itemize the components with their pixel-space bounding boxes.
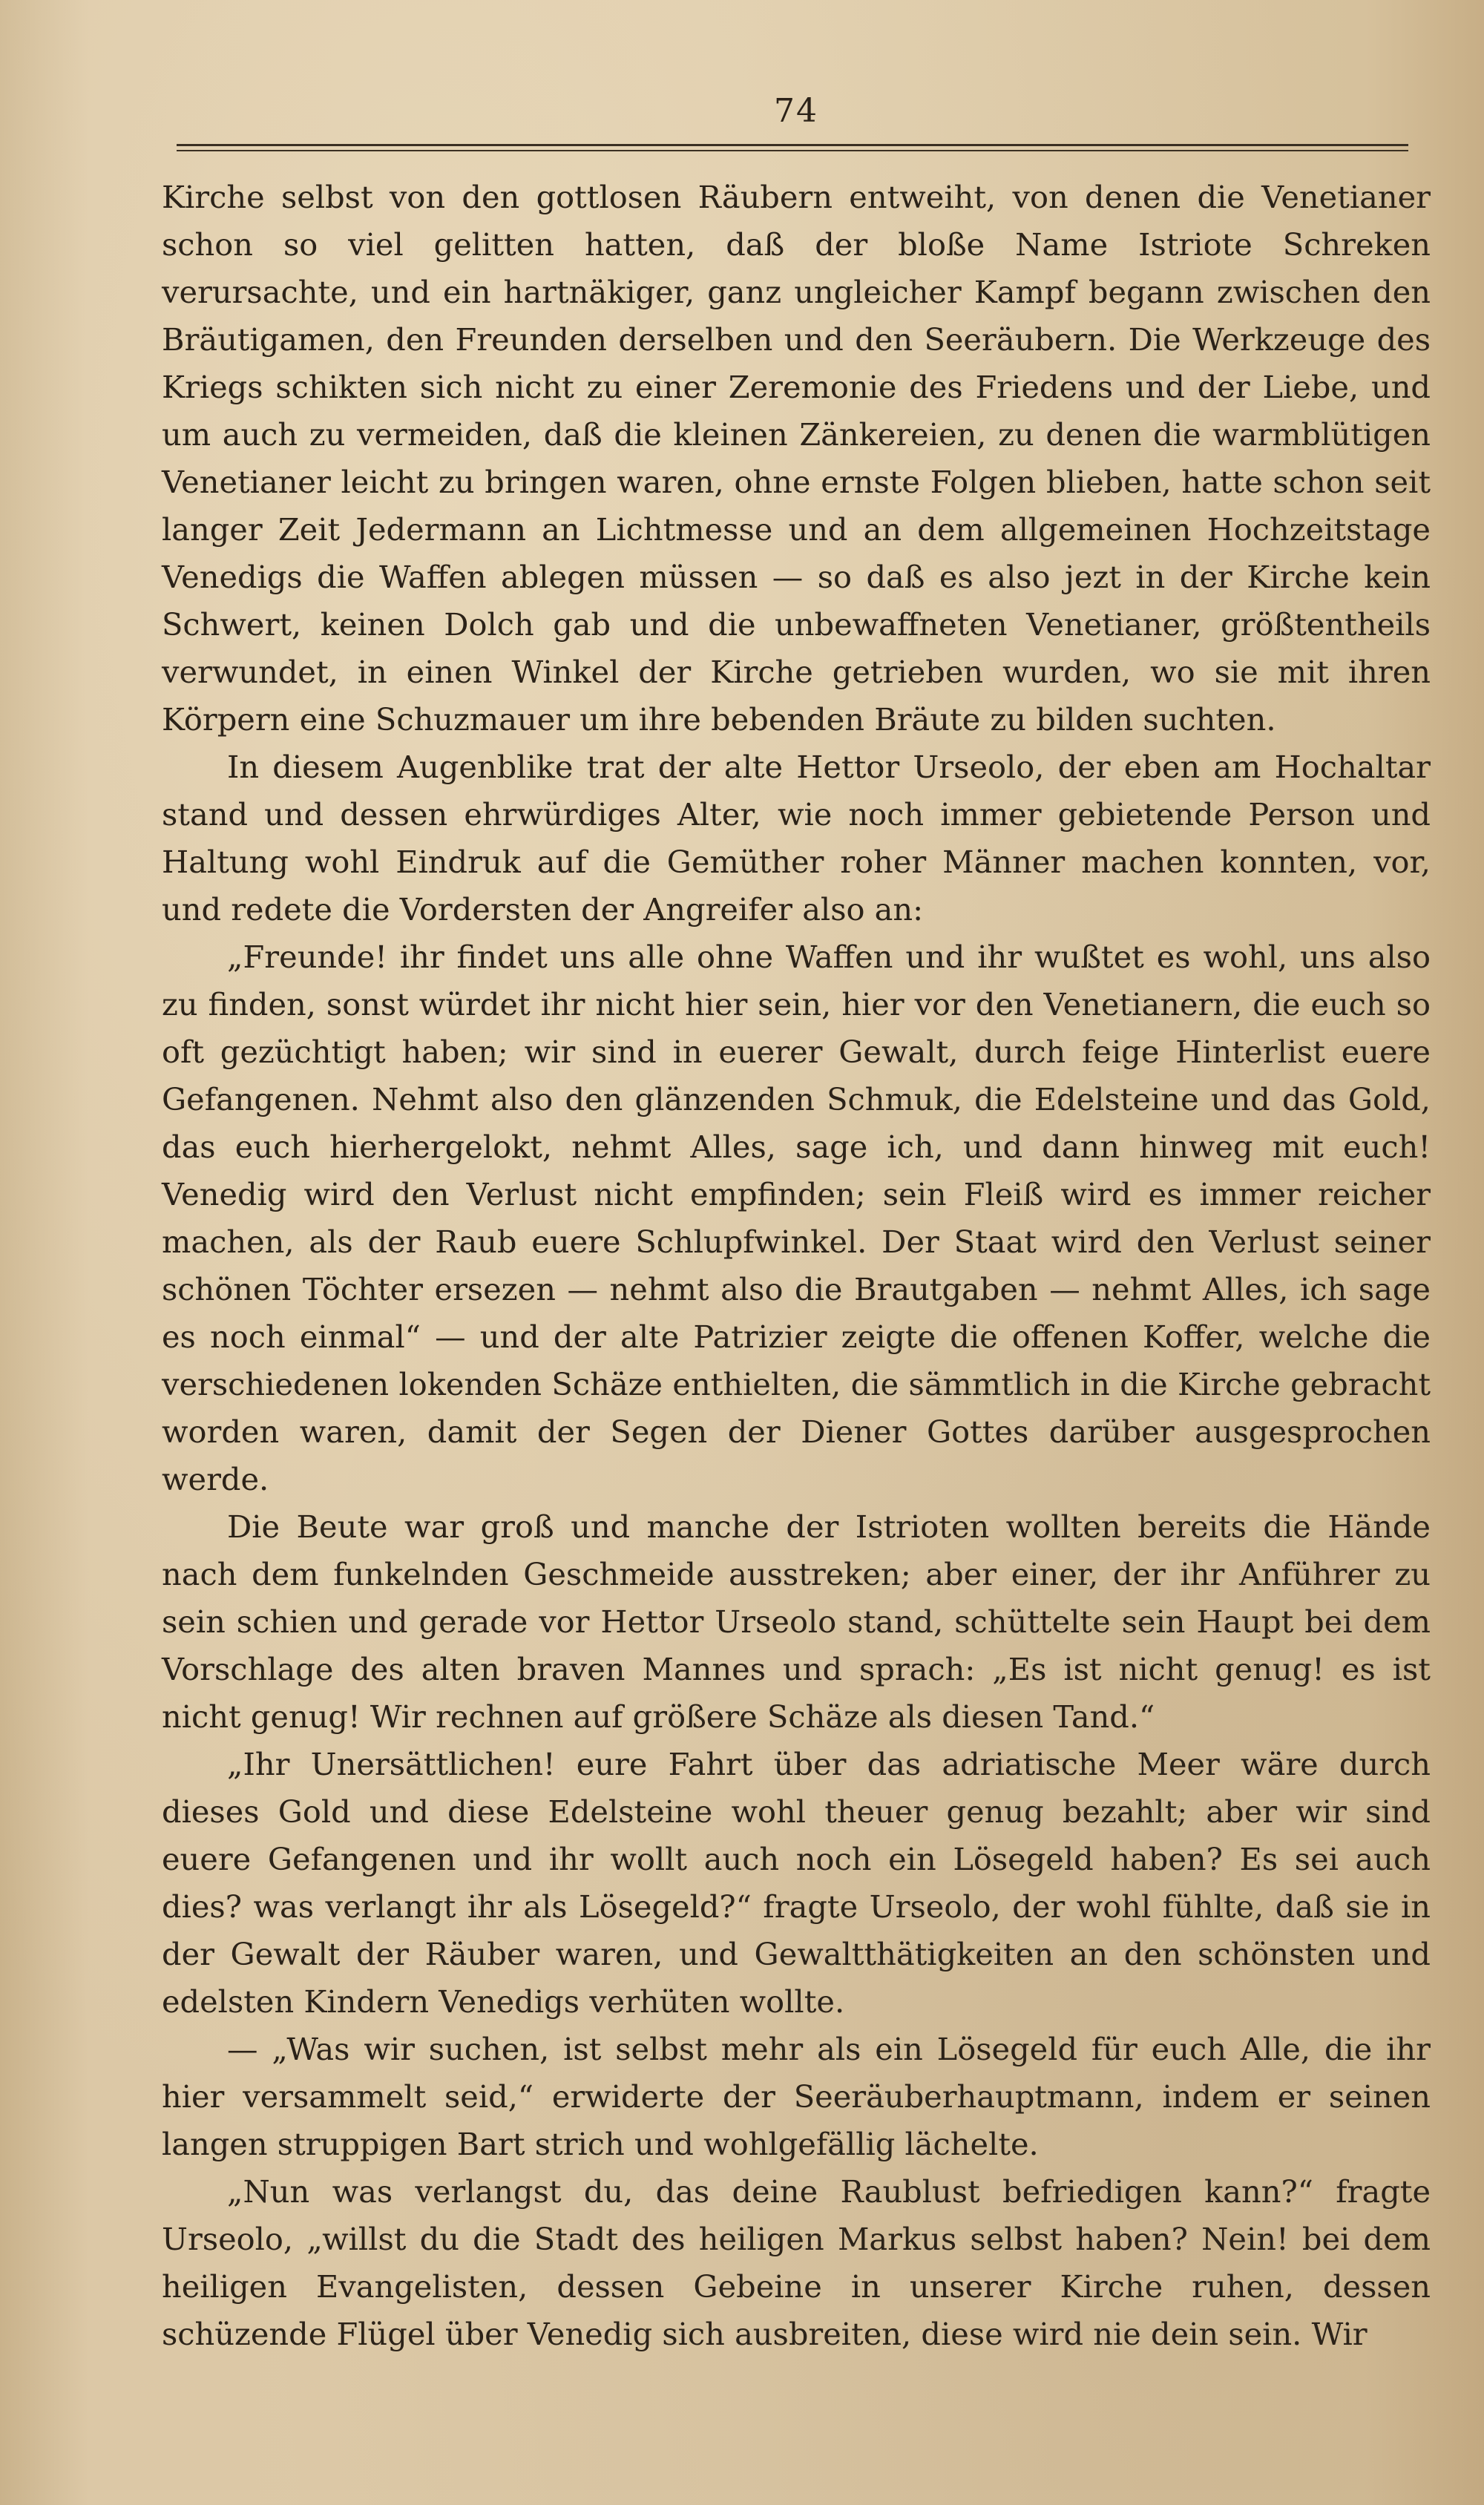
header-rule: [177, 144, 1408, 151]
paragraph-1: Kirche selbst von den gottlosen Räubern entweiht, von denen die Venetianer schon so viel gelitten hatten, daß der bloße Name Istriote Schreken verursachte, und ein hartnäkiger, ganz ungleicher Kampf begann zwischen den Bräutigamen, den Freunden derselben und den Seeräubern. Die Werkzeuge des Kriegs schikten sich nicht zu einer Zeremonie des Friedens und der Liebe, und um auch zu vermeiden, daß die kleinen Zänkereien, zu denen die warmblütigen Venetianer leicht zu bringen waren, ohne ernste Folgen blieben, hatte schon seit langer Zeit Jedermann an Lichtmesse und an dem allgemeinen Hochzeitstage Venedigs die Waffen ablegen müssen — so daß es also jezt in der Kirche kein Schwert, keinen Dolch gab und die unbewaffneten Venetianer, größtentheils verwundet, in einen Winkel der Kirche getrieben wurden, wo sie mit ihren Körpern eine Schuzmauer um ihre bebenden Bräute zu bilden suchten.: [162, 179, 1431, 738]
paragraph-5: „Ihr Unersättlichen! eure Fahrt über das adriatische Meer wäre durch dieses Gold und diese Edelsteine wohl theuer genug bezahlt; aber wir sind euere Gefangenen und ihr wollt auch noch ein Lösegeld haben? Es sei auch dies? was verlangt ihr als Lösegeld?“ fragte Urseolo, der wohl fühlte, daß sie in der Gewalt der Räuber waren, und Gewaltthätigkeiten an den schönsten und edelsten Kindern Venedigs verhüten wollte.: [162, 1746, 1431, 2020]
paragraph-6: — „Was wir suchen, ist selbst mehr als ein Lösegeld für euch Alle, die ihr hier versammelt seid,“ erwiderte der Seeräuberhauptmann, indem er seinen langen struppigen Bart strich und wohlgefällig lächelte.: [162, 2031, 1431, 2162]
page-body: [162, 174, 1431, 2358]
paragraph-7: „Nun was verlangst du, das deine Raublust befriedigen kann?“ fragte Urseolo, „willst du die Stadt des heiligen Markus selbst haben? Nein! bei dem heiligen Evangelisten, dessen Gebeine in unserer Kirche ruhen, dessen schüzende Flügel über Venedig sich ausbreiten, diese wird nie dein sein. Wir: [162, 2173, 1431, 2352]
paragraph-2: In diesem Augenblike trat der alte Hettor Urseolo, der eben am Hochaltar stand und dessen ehrwürdiges Alter, wie noch immer gebietende Person und Haltung wohl Eindruk auf die Gemüther roher Männer machen konnten, vor, und redete die Vordersten der Angreifer also an:: [162, 749, 1431, 928]
paragraph-3: „Freunde! ihr findet uns alle ohne Waffen und ihr wußtet es wohl, uns also zu finden, sonst würdet ihr nicht hier sein, hier vor den Venetianern, die euch so oft gezüchtigt haben; wir sind in euerer Gewalt, durch feige Hinterlist euere Gefangenen. Nehmt also den glänzenden Schmuk, die Edelsteine und das Gold, das euch hierhergelokt, nehmt Alles, sage ich, und dann hinweg mit euch! Venedig wird den Verlust nicht empfinden; sein Fleiß wird es immer reicher machen, als der Raub euere Schlupfwinkel. Der Staat wird den Verlust seiner schönen Töchter ersezen — nehmt also die Brautgaben — nehmt Alles, ich sage es noch einmal“ — und der alte Patrizier zeigte die offenen Koffer, welche die verschiedenen lokenden Schäze enthielten, die sämmtlich in die Kirche gebracht worden waren, damit der Segen der Diener Gottes darüber ausgesprochen werde.: [162, 939, 1431, 1497]
page-number: 74: [774, 92, 818, 130]
paragraph-4: Die Beute war groß und manche der Istrioten wollten bereits die Hände nach dem funkelnden Geschmeide ausstreken; aber einer, der ihr Anführer zu sein schien und gerade vor Hettor Urseolo stand, schüttelte sein Haupt bei dem Vorschlage des alten braven Mannes und sprach: „Es ist nicht genug! es ist nicht genug! Wir rechnen auf größere Schäze als diesen Tand.“: [162, 1508, 1431, 1735]
